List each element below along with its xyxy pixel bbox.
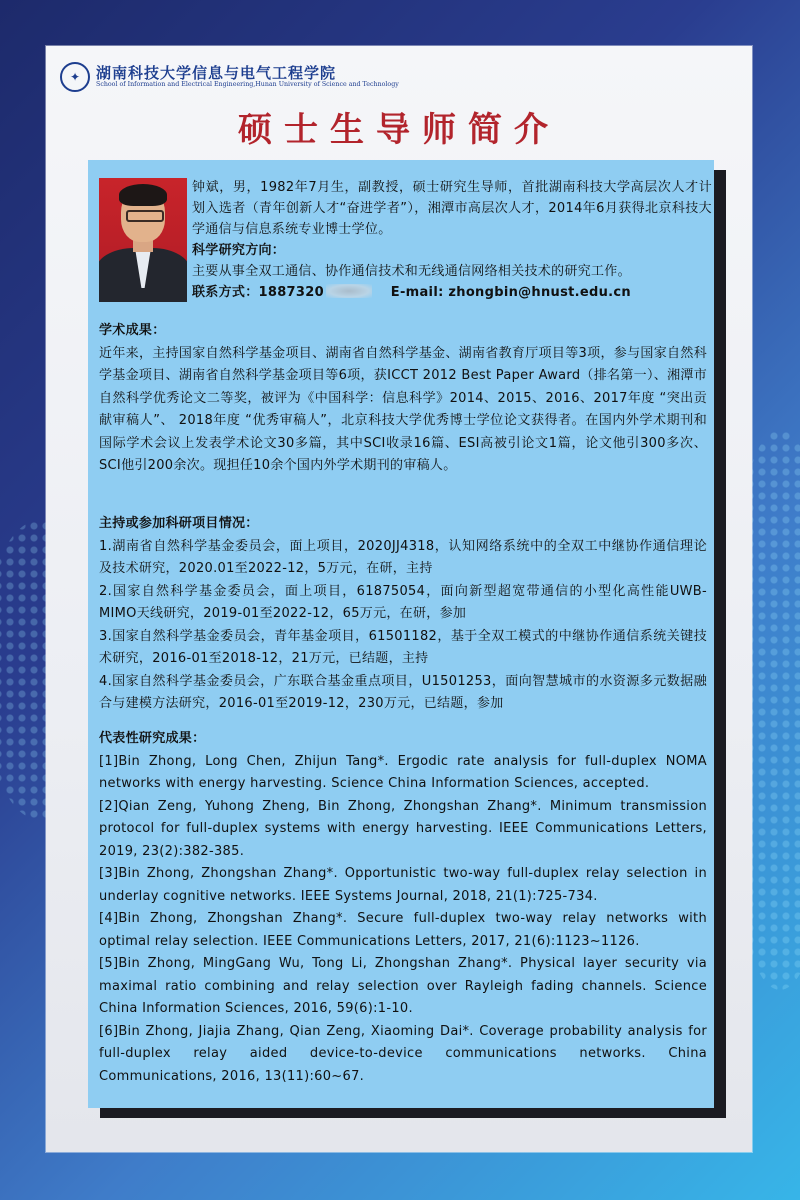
contact-label: 联系方式： <box>192 285 259 300</box>
page-title: 硕士生导师简介 <box>238 110 560 150</box>
university-seal-icon: ✦ <box>60 62 90 92</box>
school-header <box>60 60 399 94</box>
project-item: 1.湖南省自然科学基金委员会，面上项目，2020JJ4318，认知网络系统中的全双工中继协作通信理论及技术研究，2020.01至2022-12，5万元，在研，主持 <box>99 538 707 576</box>
school-name-cn: 湖南科技大学信息与电气工程学院 <box>96 64 337 82</box>
research-text: 主要从事全双工通信、协作通信技术和无线通信网络相关技术的研究工作。 <box>192 264 631 279</box>
achievements-section <box>99 320 707 478</box>
publications-section <box>99 728 707 1088</box>
publication-item: [5]Bin Zhong, MingGang Wu, Tong Li, Zhongshan Zhang*. Physical layer security via maximal ratio combining and relay selection over Rayleigh fading channels. Science China Information Sciences, 2016, 59(6):1-10. <box>99 956 707 1016</box>
phone-number: 1887320 <box>258 285 324 300</box>
publication-item: [4]Bin Zhong, Zhongshan Zhang*. Secure full-duplex two-way relay networks with optimal relay selection. IEEE Communications Letters, 2017, 21(6):1123~1126. <box>99 911 707 949</box>
research-heading: 科学研究方向： <box>192 243 286 258</box>
projects-section <box>99 513 707 716</box>
projects-heading: 主持或参加科研项目情况： <box>99 516 259 531</box>
profile-photo <box>99 178 187 302</box>
achievements-heading: 学术成果： <box>99 323 166 338</box>
publication-item: [2]Qian Zeng, Yuhong Zheng, Bin Zhong, Zhongshan Zhang*. Minimum transmission protocol for full-duplex systems with energy harvesting. IEEE Communications Letters, 2019, 23(2):382-385. <box>99 798 707 859</box>
project-item: 3.国家自然科学基金委员会，青年基金项目，61501182，基于全双工模式的中继协作通信系统关键技术研究，2016-01至2018-12，21万元，已结题，主持 <box>99 628 707 666</box>
publication-item: [1]Bin Zhong, Long Chen, Zhijun Tang*. Ergodic rate analysis for full-duplex NOMA networks with energy harvesting. Science China Information Sciences, accepted. <box>99 753 707 791</box>
profile-intro: 钟斌，男，1982年7月生，副教授，硕士研究生导师，首批湖南科技大学高层次人才计划入选者（青年创新人才“奋进学者”），湘潭市高层次人才，2014年6月获得北京科技大学通信与信息系统专业博士学位。 <box>192 180 712 237</box>
publications-heading: 代表性研究成果： <box>99 731 206 746</box>
phone-redaction <box>326 284 372 298</box>
project-item: 2.国家自然科学基金委员会，面上项目，61875054，面向新型超宽带通信的小型化高性能UWB-MIMO天线研究，2019-01至2022-12，65万元，在研，参加 <box>99 583 707 621</box>
publication-item: [3]Bin Zhong, Zhongshan Zhang*. Opportunistic two-way full-duplex relay selection in underlay cognitive networks. IEEE Systems Journal, 2018, 21(1):725-734. <box>99 866 707 904</box>
email-address[interactable]: E-mail: zhongbin@hnust.edu.cn <box>390 285 631 300</box>
project-item: 4.国家自然科学基金委员会，广东联合基金重点项目，U1501253，面向智慧城市的水资源多元数据融合与建模方法研究，2016-01至2019-12，230万元，已结题，参加 <box>99 673 707 711</box>
school-name-block <box>96 65 399 89</box>
publication-item: [6]Bin Zhong, Jiajia Zhang, Qian Zeng, Xiaoming Dai*. Coverage probability analysis for full-duplex relay aided device-to-device communications networks. China Communications, 2016, 13(11):60~67. <box>99 1023 707 1084</box>
achievements-text: 近年来，主持国家自然科学基金项目、湖南省自然科学基金、湖南省教育厅项目等3项，参与国家自然科学基金项目、湖南省自然科学基金项目等6项，获ICCT 2012 Best Paper Award（排名第一）、湘潭市自然科学优秀论文二等奖，被评为《中国科学：信息科学》2014、2015、2016、2017年度 “突出贡献审稿人”、 2018年度 “优秀审稿人”，北京科技大学优秀博士学位论文获得者。在国内外学术期刊和国际学术会议上发表学术论文30多篇，其中SCI收录16篇、ESI高被引论文1篇，论文他引300多次、SCI他引200余次。现担任10余个国内外学术期刊的审稿人。 <box>99 345 707 473</box>
profile-intro-block <box>192 177 712 303</box>
contact-line <box>192 282 712 303</box>
school-name-en: School of Information and Electrical Engineering,Hunan University of Science and Technology <box>96 81 399 88</box>
